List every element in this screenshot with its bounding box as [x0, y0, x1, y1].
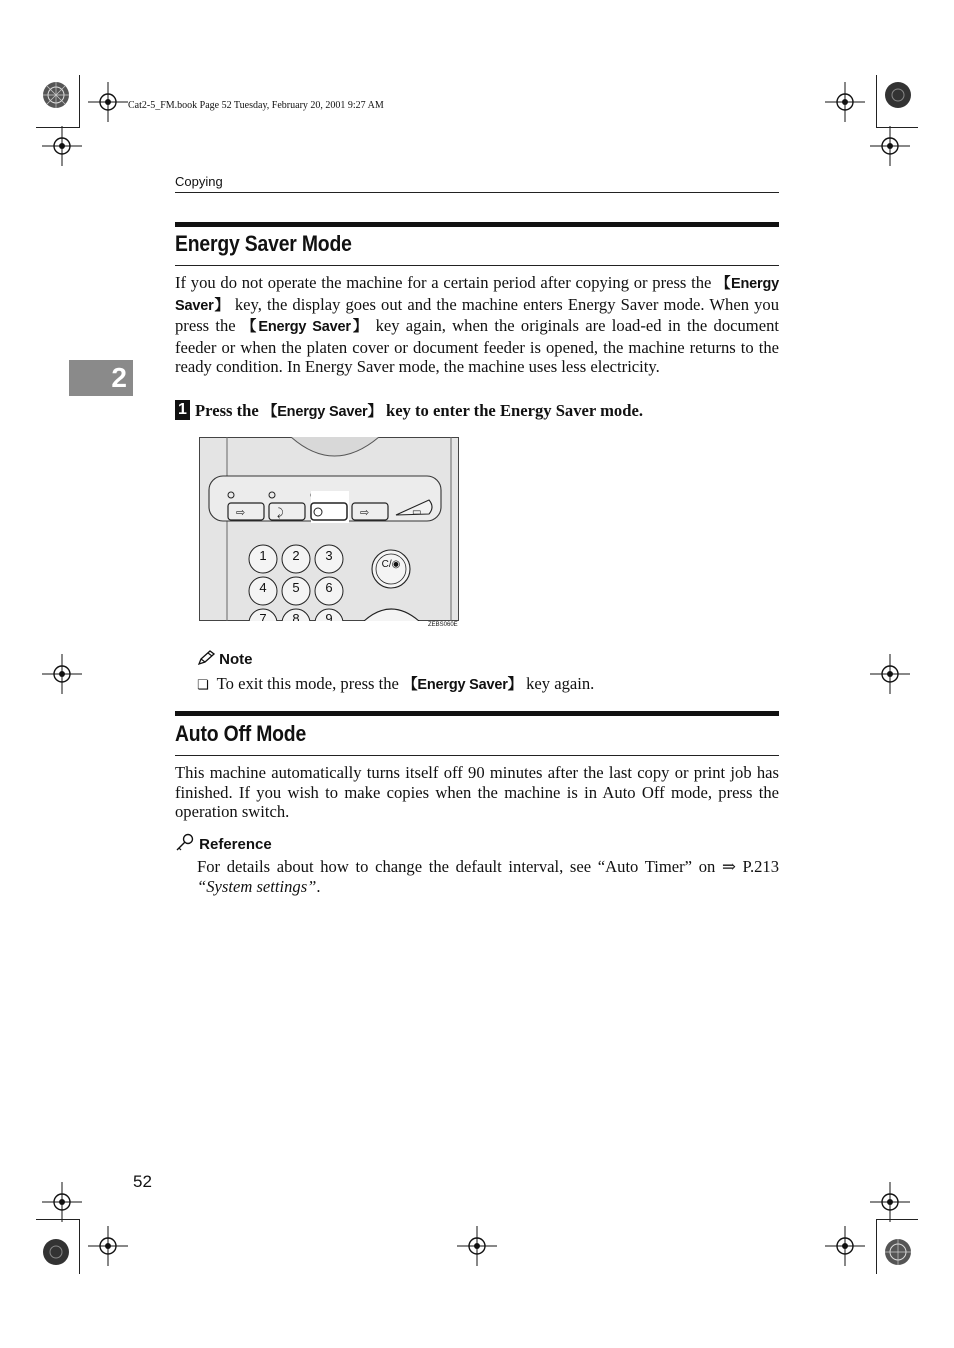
section-title-rule: [175, 265, 779, 266]
text: For details about how to change the default interval, see “Auto Timer” on ⇒ P.213: [197, 857, 779, 876]
text: key again.: [521, 674, 595, 693]
figure-code: ZEBS060E: [428, 622, 458, 628]
page-number: 52: [133, 1172, 152, 1191]
text: key again, when the originals are load-ed in the document feeder or when the platen cover or document feeder is opened, the machine returns to the ready condition. In Energy Saver mode, the machine uses less electricity.: [175, 316, 779, 377]
keypad-label: 7: [259, 611, 267, 621]
reference-heading: [175, 833, 272, 853]
svg-text:⤸: ⤸: [277, 507, 284, 519]
checkbox-bullet-icon: ❏: [197, 678, 209, 693]
registration-mark-icon: [36, 1232, 76, 1272]
registration-mark-icon: [878, 1232, 918, 1272]
energy-saver-key-label: 【Energy Saver】: [403, 677, 522, 693]
section-rule: [175, 222, 779, 227]
step-number: 1: [175, 400, 190, 420]
note-heading: [197, 650, 253, 668]
crosshair-icon: [88, 1226, 128, 1266]
keypad-label: 9: [325, 611, 333, 621]
svg-text:⇨: ⇨: [236, 507, 246, 519]
text: key, the display goes out and the machine enters Energy Saver mode. When you press the: [175, 294, 780, 336]
step-1: [175, 400, 643, 421]
note-item: [197, 673, 594, 694]
step-text: Press the: [195, 401, 263, 420]
energy-saver-key-label: 【Energy Saver】: [262, 404, 382, 420]
crosshair-icon: [825, 1226, 865, 1266]
energy-saver-key-label: 【Energy Saver】: [241, 319, 370, 336]
chapter-tab: 2: [69, 360, 133, 396]
crosshair-icon: [870, 1182, 910, 1222]
section-title-rule: [175, 755, 779, 756]
text: .: [316, 876, 321, 896]
link-text: “System settings”: [197, 876, 317, 896]
keypad-label: 2: [292, 548, 300, 563]
crosshair-icon: [457, 1226, 497, 1266]
text: To exit this mode, press the: [216, 674, 404, 693]
section-title: Energy Saver Mode: [175, 231, 352, 256]
crosshair-icon: [42, 126, 82, 166]
intro-paragraph: [175, 273, 779, 377]
key-reference-icon: [175, 833, 195, 851]
keypad-label: 6: [325, 580, 333, 595]
keypad-label: 1: [259, 548, 267, 563]
reference-heading-text: Reference: [199, 836, 272, 853]
clear-key-label: C/◉: [381, 559, 401, 570]
keypad-label: 4: [259, 580, 267, 595]
registration-mark-icon: [36, 75, 76, 115]
svg-text:▭: ▭: [412, 507, 422, 518]
crosshair-icon: [88, 82, 128, 122]
registration-mark-icon: [878, 75, 918, 115]
crosshair-icon: [870, 126, 910, 166]
print-info: Cat2-5_FM.book Page 52 Tuesday, February 20, 2001 9:27 AM: [128, 100, 384, 111]
keypad-label: 5: [292, 580, 300, 595]
keypad-label: 3: [325, 548, 333, 563]
note-heading-text: Note: [219, 651, 253, 668]
header-rule: [175, 192, 779, 193]
crosshair-icon: [42, 1182, 82, 1222]
section-title: Auto Off Mode: [175, 721, 307, 746]
running-head: Copying: [175, 174, 223, 189]
energy-saver-key-label: 【Energy Saver】: [175, 276, 779, 314]
pencil-note-icon: [197, 650, 215, 666]
reference-text: [197, 857, 779, 896]
section-rule: [175, 711, 779, 716]
keypad-label: 8: [292, 611, 300, 621]
control-panel-figure: [199, 437, 459, 621]
step-text: key to enter the Energy Saver mode.: [381, 401, 643, 420]
text: If you do not operate the machine for a certain period after copying or press the: [175, 273, 717, 292]
svg-text:⇨: ⇨: [360, 507, 370, 519]
auto-off-paragraph: This machine automatically turns itself off 90 minutes after the last copy or print job has finished. If you wish to make copies when the machine is in Auto Off mode, press the operation switch.: [175, 763, 779, 822]
crosshair-icon: [870, 654, 910, 694]
crosshair-icon: [42, 654, 82, 694]
control-panel-illustration: [199, 437, 459, 621]
crosshair-icon: [825, 82, 865, 122]
